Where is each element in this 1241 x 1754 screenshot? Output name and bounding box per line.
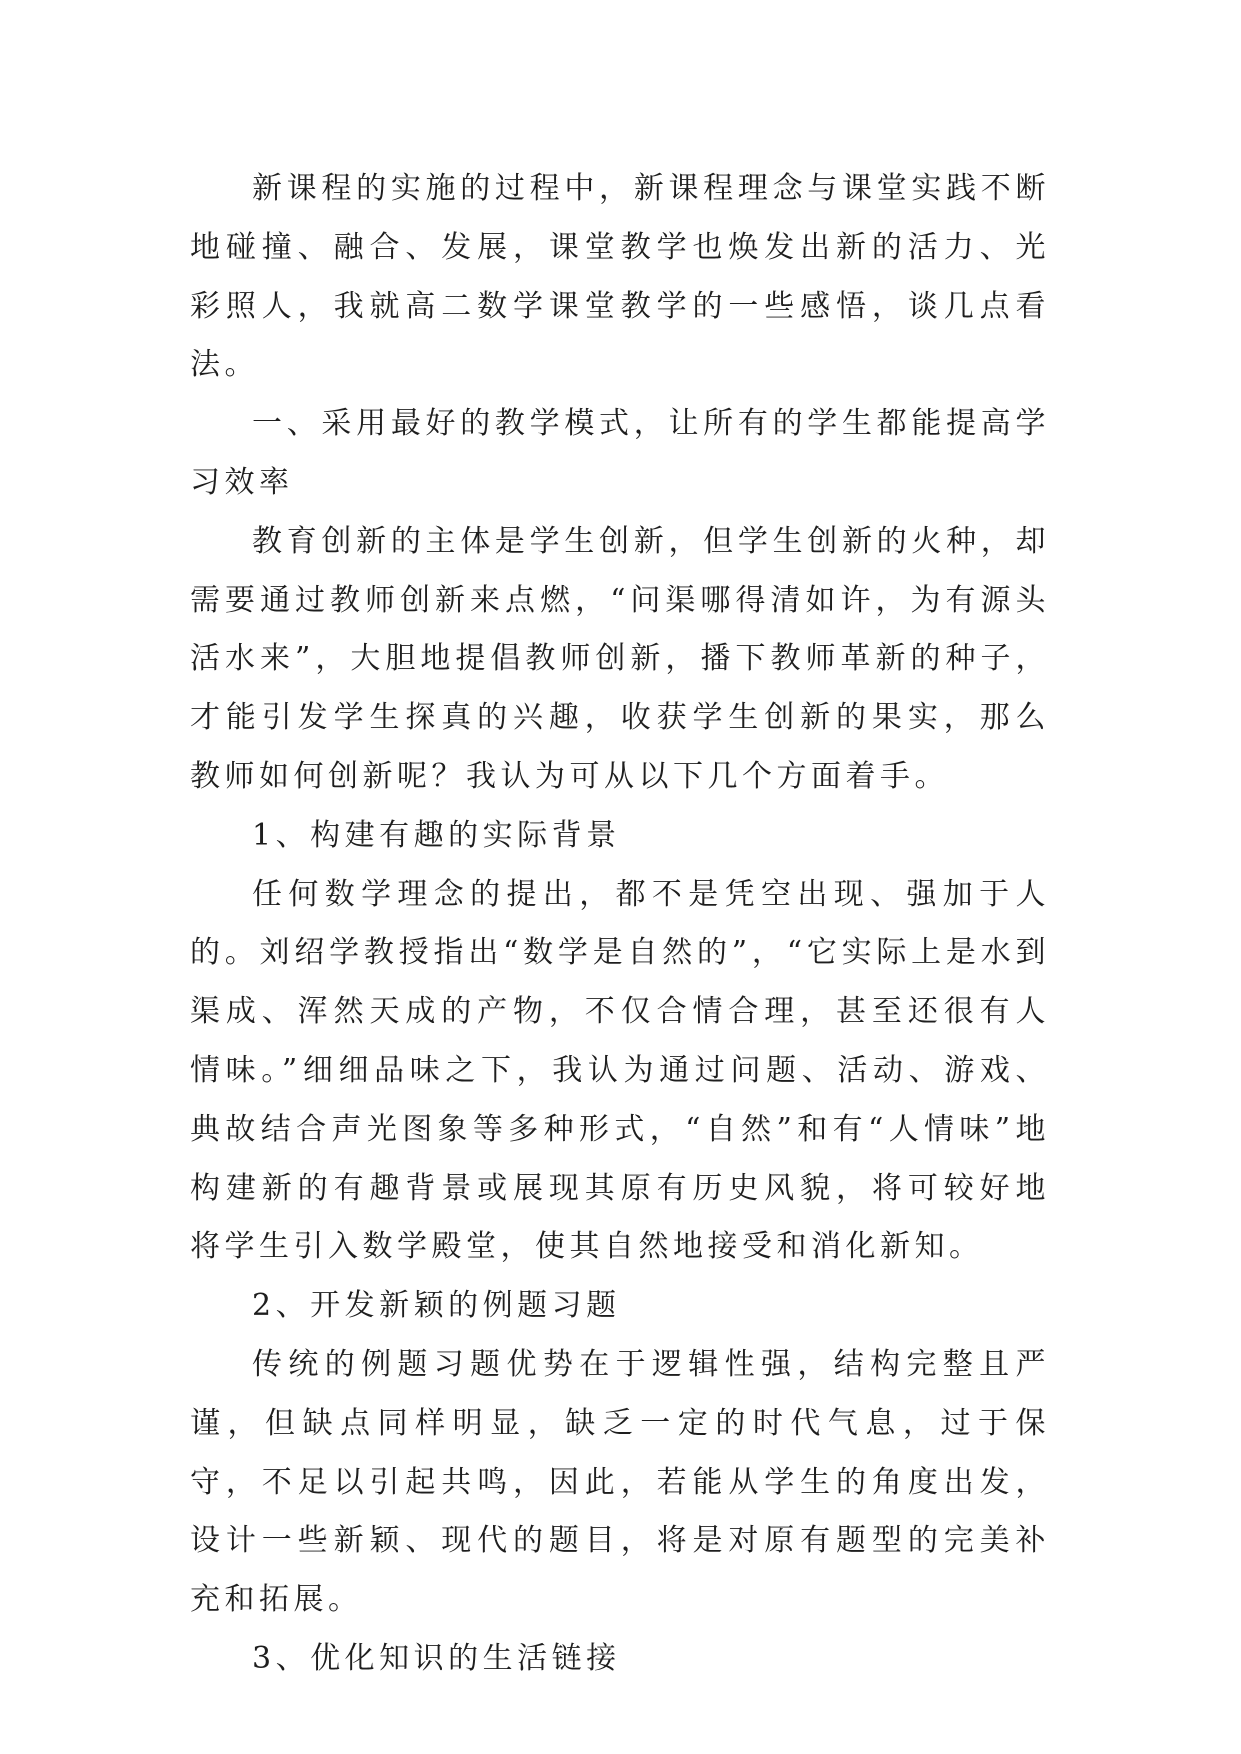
subheading-3: 3、优化知识的生活链接 (252, 1640, 621, 1676)
intro-paragraph: 新课程的实施的过程中，新课程理念与课堂实践不断地碰撞、融合、发展，课堂教学也焕发出新的活力、光彩照人，我就高二数学课堂教学的一些感悟，谈几点看法。 (190, 171, 1050, 383)
body-paragraph: 任何数学理念的提出，都不是凭空出现、强加于人的。刘绍学教授指出“数学是自然的”，“它实际上是水到渠成、浑然天成的产物，不仅合情合理，甚至还很有人情味。”细细品味之下，我认为通过问题、活动、游戏、典故结合声光图象等多种形式，“自然”和有“人情味”地构建新的有趣背景或展现其原有历史风貌，将可较好地将学生引入数学殿堂，使其自然地接受和消化新知。 (190, 876, 1050, 1265)
body-paragraph: 传统的例题习题优势在于逻辑性强，结构完整且严谨，但缺点同样明显，缺乏一定的时代气息，过于保守，不足以引起共鸣，因此，若能从学生的角度出发，设计一些新颖、现代的题目，将是对原有题型的完美补充和拓展。 (190, 1346, 1050, 1618)
subheading-2: 2、开发新颖的例题习题 (252, 1288, 621, 1324)
section-heading-1: 一、采用最好的教学模式，让所有的学生都能提高学习效率 (190, 406, 1050, 500)
subheading-1: 1、构建有趣的实际背景 (252, 817, 621, 853)
body-paragraph: 教育创新的主体是学生创新，但学生创新的火种，却需要通过教师创新来点燃，“问渠哪得清如许，为有源头活水来”，大胆地提倡教师创新，播下教师革新的种子，才能引发学生探真的兴趣，收获学生创新的果实，那么教师如何创新呢？我认为可从以下几个方面着手。 (190, 523, 1050, 794)
document-body (190, 160, 1050, 1689)
